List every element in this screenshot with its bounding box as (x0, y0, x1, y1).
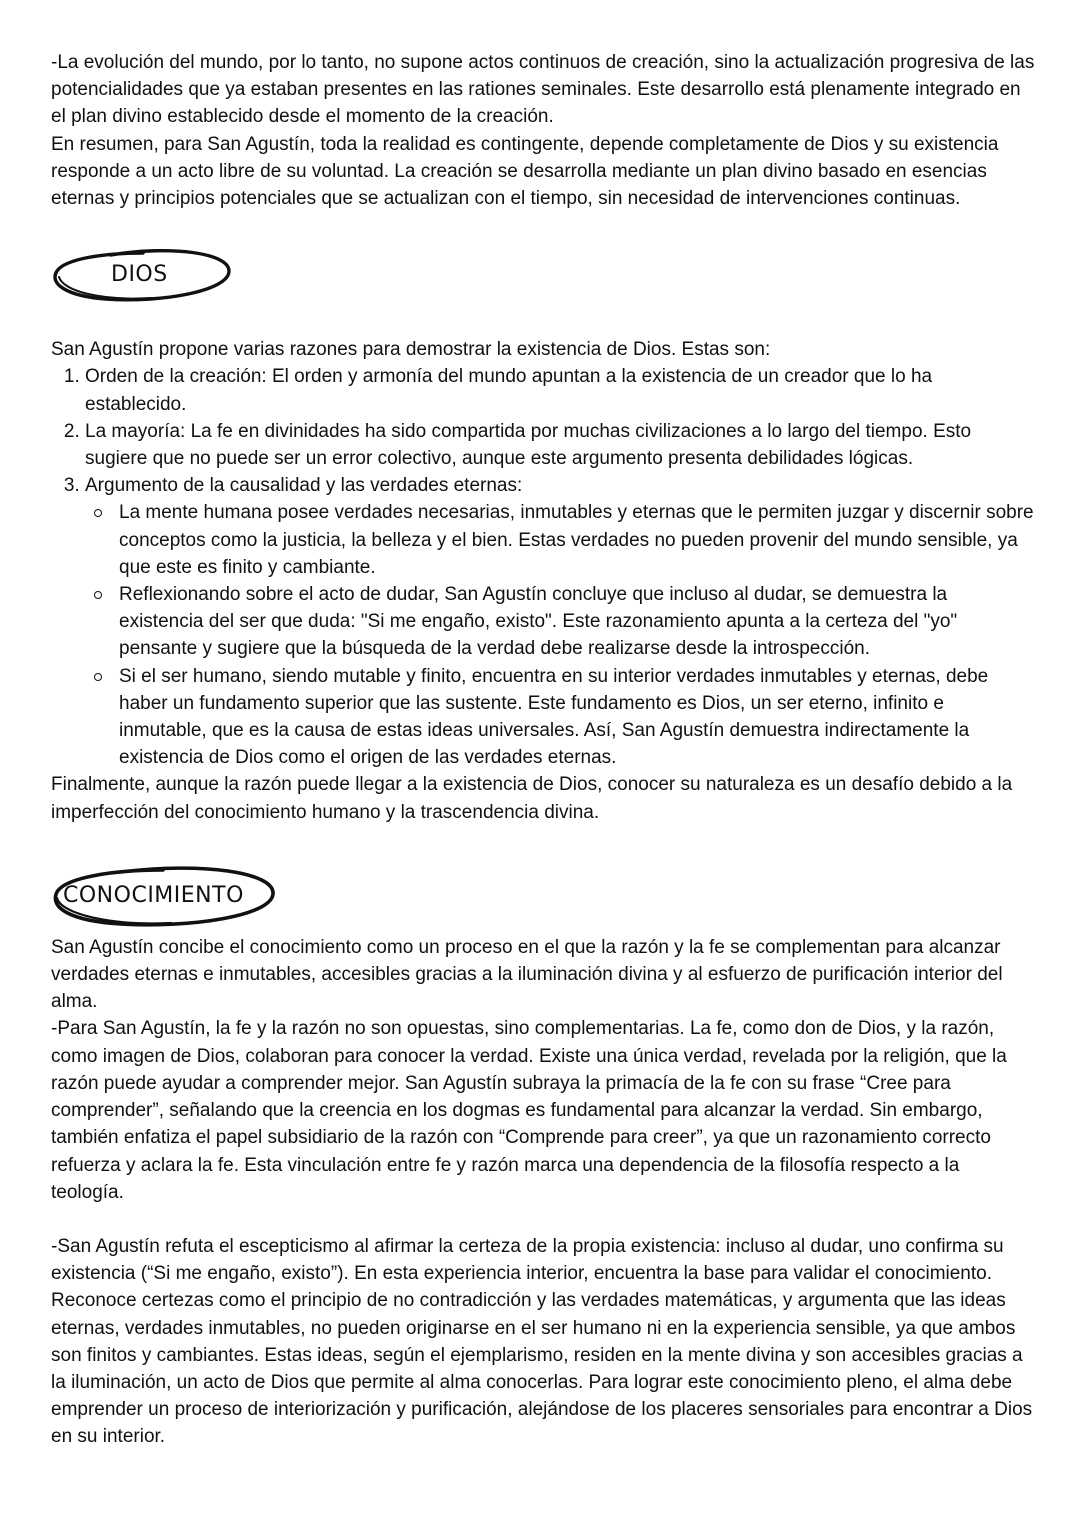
spacer (51, 313, 1036, 336)
spacer (51, 212, 1036, 239)
paragraph-evolucion: -La evolución del mundo, por lo tanto, no supone actos continuos de creación, sino la actualización progresiva de las potencialidades que ya estaban presentes en las rationes seminales. Este desarrollo está plenamente integrado en el plan divino establecido desde el momento de la creación. (51, 52, 1035, 128)
bullet-list (85, 499, 1036, 771)
list-item: 2. La mayoría: La fe en divinidades ha sido compartida por muchas civilizaciones a lo largo del tiempo. Esto sugiere que no puede ser un error colectivo, aunque este argumento presenta debilidades lógicas. (85, 418, 1036, 472)
paragraph-conocimiento-intro: San Agustín concibe el conocimiento como un proceso en el que la razón y la fe se complementan para alcanzar verdades eternas e inmutables, accesibles gracias a la iluminación divina y al esfuerzo de purificación interior del alma. (51, 936, 1003, 1013)
heading-text: DIOS (111, 262, 168, 288)
list-item (85, 472, 1036, 771)
section-heading-dios (51, 247, 1036, 313)
list-item: 1. Orden de la creación: El orden y armonía del mundo apuntan a la existencia de un creador que lo ha establecido. (85, 363, 1036, 417)
bullet-item: Si el ser humano, siendo mutable y finito, encuentra en su interior verdades inmutables y eternas, debe haber un fundamento superior que las sustente. Este fundamento es Dios, un ser eterno, infinito e inmutable, que es la causa de estas ideas universales. Así, San Agustín demuestra indirectamente la existencia de Dios como el origen de las verdades eternas. (119, 663, 1036, 772)
section-heading-conocimiento (51, 864, 1036, 934)
paragraph-fe-razon: -Para San Agustín, la fe y la razón no son opuestas, sino complementarias. La fe, como don de Dios, y la razón, como imagen de Dios, colaboran para conocer la verdad. Existe una única verdad, revelada por la religión, que la razón puede ayudar a comprender mejor. San Agustín subraya la primacía de la fe con su frase “Cree para comprender”, señalando que la creencia en los dogmas es fundamental para alcanzar la verdad. Sin embargo, también enfatiza el papel subsidiario de la razón con “Comprende para creer”, ya que un razonamiento correcto refuerza y aclara la fe. Esta vinculación entre fe y razón marca una dependencia de la filosofía respecto a la teología. (51, 1018, 1007, 1203)
paragraph-dios-closing: Finalmente, aunque la razón puede llegar a la existencia de Dios, conocer su naturaleza es un desafío debido a la imperfección del conocimiento humano y la trascendencia divina. (51, 774, 1013, 823)
heading-text: CONOCIMIENTO (63, 882, 244, 908)
numbered-list (51, 363, 1036, 771)
bullet-item: Reflexionando sobre el acto de dudar, San Agustín concluye que incluso al dudar, se demuestra la existencia del ser que duda: "Si me engaño, existo". Este razonamiento apunta a la certeza del "yo" pensante y sugiere que la búsqueda de la verdad debe realizarse desde la introspección. (119, 581, 1036, 663)
paragraph-escepticismo: -San Agustín refuta el escepticismo al afirmar la certeza de la propia existencia: incluso al dudar, uno confirma su existencia (“Si me engaño, existo”). En esta experiencia interior, encuentra la base para validar el conocimiento. Reconoce certezas como el principio de no contradicción y las verdades matemáticas, y argumenta que las ideas eternas, verdades inmutables, no pueden originarse en el ser humano ni en la experiencia sensible, ya que ambos son finitos y cambiantes. Estas ideas, según el ejemplarismo, residen en la mente divina y son accesibles gracias a la iluminación, un acto de Dios que permite al alma conocerlas. Para lograr este conocimiento pleno, el alma debe emprender un proceso de interiorización y purificación, alejándose de los placeres sensoriales para encontrar a Dios en su interior. (51, 1235, 1033, 1448)
list-item-text: Argumento de la causalidad y las verdades eternas: (85, 475, 523, 497)
paragraph-dios-intro: San Agustín propone varias razones para demostrar la existencia de Dios. Estas son: (51, 339, 771, 361)
document-page (51, 49, 1036, 1451)
bullet-item: La mente humana posee verdades necesarias, inmutables y eternas que le permiten juzgar y discernir sobre conceptos como la justicia, la belleza y el bien. Estas verdades no pueden provenir del mundo sensible, ya que este es finito y cambiante. (119, 499, 1036, 581)
spacer (51, 1206, 1036, 1233)
spacer (51, 826, 1036, 856)
paragraph-resumen: En resumen, para San Agustín, toda la realidad es contingente, depende completamente de Dios y su existencia responde a un acto libre de su voluntad. La creación se desarrolla mediante un plan divino basado en esencias eternas y principios potenciales que se actualizan con el tiempo, sin necesidad de intervenciones continuas. (51, 133, 999, 210)
